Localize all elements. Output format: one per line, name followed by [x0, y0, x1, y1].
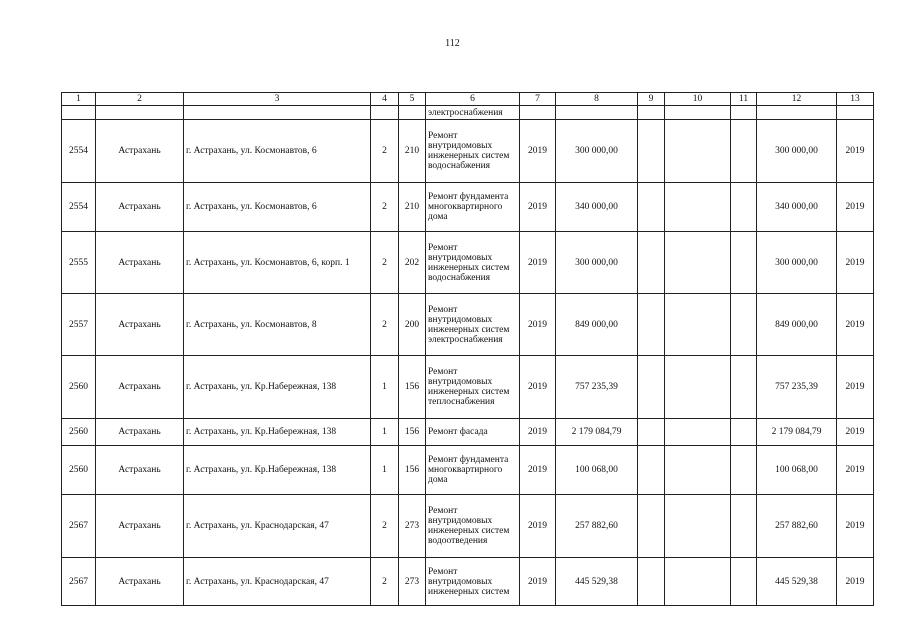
address-cell: г. Астрахань, ул. Кр.Набережная, 138 [184, 446, 371, 495]
total-cost-cell: 849 000,00 [757, 294, 837, 356]
col10-cell [665, 120, 731, 183]
row-number-cell: 2567 [62, 558, 96, 606]
city-cell: Астрахань [96, 356, 184, 419]
col-header: 1 [62, 93, 96, 106]
total-cost-cell: 300 000,00 [757, 120, 837, 183]
city-cell: Астрахань [96, 183, 184, 232]
completion-year-cell: 2019 [837, 495, 874, 558]
floors-cell: 2 [371, 294, 399, 356]
completion-year-cell: 2019 [837, 183, 874, 232]
total-cost-cell: 340 000,00 [757, 183, 837, 232]
table-row [62, 183, 874, 232]
table-row [62, 419, 874, 446]
col11-cell [731, 356, 757, 419]
total-cost-cell: 2 179 084,79 [757, 419, 837, 446]
count-cell: 156 [399, 356, 426, 419]
cost-cell: 445 529,38 [556, 558, 638, 606]
col-header: 11 [731, 93, 757, 106]
work-type-cell: Ремонт внутридомовых инженерных систем водоснабжения [426, 232, 520, 294]
count-cell: 156 [399, 446, 426, 495]
col9-cell [638, 294, 665, 356]
cost-cell: 300 000,00 [556, 120, 638, 183]
row-number-cell: 2567 [62, 495, 96, 558]
work-type-cell: Ремонт внутридомовых инженерных систем водоотведения [426, 495, 520, 558]
cost-cell: 757 235,39 [556, 356, 638, 419]
col11-cell [731, 558, 757, 606]
column-number-row [62, 93, 874, 106]
work-type-cell: Ремонт фундамента многоквартирного дома [426, 183, 520, 232]
col-header: 6 [426, 93, 520, 106]
address-cell: г. Астрахань, ул. Космонавтов, 6 [184, 120, 371, 183]
count-cell: 200 [399, 294, 426, 356]
cost-cell: 300 000,00 [556, 232, 638, 294]
col11-cell [731, 120, 757, 183]
col-header: 13 [837, 93, 874, 106]
city-cell: Астрахань [96, 446, 184, 495]
row-number-cell: 2560 [62, 419, 96, 446]
cost-cell: 340 000,00 [556, 183, 638, 232]
cost-cell: 100 068,00 [556, 446, 638, 495]
city-cell: Астрахань [96, 495, 184, 558]
work-type-cell: Ремонт фасада [426, 419, 520, 446]
col11-cell [731, 446, 757, 495]
col9-cell [638, 232, 665, 294]
address-cell: г. Астрахань, ул. Кр.Набережная, 138 [184, 419, 371, 446]
col10-cell [665, 356, 731, 419]
work-type-cell: Ремонт фундамента многоквартирного дома [426, 446, 520, 495]
col10-cell [665, 294, 731, 356]
count-cell: 210 [399, 120, 426, 183]
table-row [62, 120, 874, 183]
year-cell: 2019 [520, 446, 556, 495]
table-row [62, 495, 874, 558]
col-header: 2 [96, 93, 184, 106]
city-cell: Астрахань [96, 419, 184, 446]
total-cost-cell: 100 068,00 [757, 446, 837, 495]
floors-cell: 1 [371, 446, 399, 495]
work-type-cell: Ремонт внутридомовых инженерных систем водоснабжения [426, 120, 520, 183]
col9-cell [638, 558, 665, 606]
work-type-cell: электроснабжения [426, 106, 520, 120]
completion-year-cell: 2019 [837, 419, 874, 446]
table-row [62, 232, 874, 294]
city-cell: Астрахань [96, 558, 184, 606]
address-cell: г. Астрахань, ул. Краснодарская, 47 [184, 558, 371, 606]
address-cell: г. Астрахань, ул. Кр.Набережная, 138 [184, 356, 371, 419]
count-cell: 273 [399, 495, 426, 558]
table-row [62, 446, 874, 495]
col9-cell [638, 446, 665, 495]
table-row [62, 356, 874, 419]
year-cell: 2019 [520, 419, 556, 446]
address-cell: г. Астрахань, ул. Космонавтов, 8 [184, 294, 371, 356]
city-cell: Астрахань [96, 120, 184, 183]
work-type-cell: Ремонт внутридомовых инженерных систем теплоснабжения [426, 356, 520, 419]
address-cell: г. Астрахань, ул. Космонавтов, 6, корп. 1 [184, 232, 371, 294]
col-header: 4 [371, 93, 399, 106]
total-cost-cell: 257 882,60 [757, 495, 837, 558]
col11-cell [731, 294, 757, 356]
col11-cell [731, 419, 757, 446]
col11-cell [731, 495, 757, 558]
floors-cell: 2 [371, 183, 399, 232]
continuation-row [62, 106, 874, 120]
completion-year-cell: 2019 [837, 558, 874, 606]
table-row [62, 558, 874, 606]
row-number-cell: 2554 [62, 120, 96, 183]
col11-cell [731, 232, 757, 294]
year-cell: 2019 [520, 356, 556, 419]
table-row [62, 294, 874, 356]
register-table [61, 92, 874, 606]
cost-cell: 2 179 084,79 [556, 419, 638, 446]
row-number-cell: 2560 [62, 356, 96, 419]
count-cell: 210 [399, 183, 426, 232]
count-cell: 202 [399, 232, 426, 294]
col9-cell [638, 419, 665, 446]
row-number-cell: 2557 [62, 294, 96, 356]
cost-cell: 849 000,00 [556, 294, 638, 356]
col9-cell [638, 183, 665, 232]
col10-cell [665, 495, 731, 558]
col10-cell [665, 232, 731, 294]
floors-cell: 2 [371, 495, 399, 558]
completion-year-cell: 2019 [837, 356, 874, 419]
row-number-cell: 2555 [62, 232, 96, 294]
col-header: 3 [184, 93, 371, 106]
address-cell: г. Астрахань, ул. Краснодарская, 47 [184, 495, 371, 558]
completion-year-cell: 2019 [837, 294, 874, 356]
col9-cell [638, 495, 665, 558]
work-type-cell: Ремонт внутридомовых инженерных систем электроснабжения [426, 294, 520, 356]
completion-year-cell: 2019 [837, 120, 874, 183]
work-type-cell: Ремонт внутридомовых инженерных систем [426, 558, 520, 606]
completion-year-cell: 2019 [837, 446, 874, 495]
row-number-cell: 2560 [62, 446, 96, 495]
total-cost-cell: 445 529,38 [757, 558, 837, 606]
col-header: 7 [520, 93, 556, 106]
col-header: 9 [638, 93, 665, 106]
col-header: 5 [399, 93, 426, 106]
floors-cell: 1 [371, 419, 399, 446]
cost-cell: 257 882,60 [556, 495, 638, 558]
page-number: 112 [445, 38, 460, 49]
year-cell: 2019 [520, 232, 556, 294]
col10-cell [665, 446, 731, 495]
city-cell: Астрахань [96, 232, 184, 294]
col11-cell [731, 183, 757, 232]
floors-cell: 2 [371, 232, 399, 294]
col-header: 10 [665, 93, 731, 106]
col-header: 8 [556, 93, 638, 106]
total-cost-cell: 300 000,00 [757, 232, 837, 294]
col-header: 12 [757, 93, 837, 106]
year-cell: 2019 [520, 120, 556, 183]
floors-cell: 2 [371, 120, 399, 183]
col9-cell [638, 120, 665, 183]
year-cell: 2019 [520, 558, 556, 606]
year-cell: 2019 [520, 495, 556, 558]
total-cost-cell: 757 235,39 [757, 356, 837, 419]
count-cell: 156 [399, 419, 426, 446]
year-cell: 2019 [520, 183, 556, 232]
floors-cell: 2 [371, 558, 399, 606]
city-cell: Астрахань [96, 294, 184, 356]
floors-cell: 1 [371, 356, 399, 419]
col10-cell [665, 419, 731, 446]
row-number-cell: 2554 [62, 183, 96, 232]
col10-cell [665, 183, 731, 232]
count-cell: 273 [399, 558, 426, 606]
completion-year-cell: 2019 [837, 232, 874, 294]
year-cell: 2019 [520, 294, 556, 356]
col10-cell [665, 558, 731, 606]
address-cell: г. Астрахань, ул. Космонавтов, 6 [184, 183, 371, 232]
col9-cell [638, 356, 665, 419]
